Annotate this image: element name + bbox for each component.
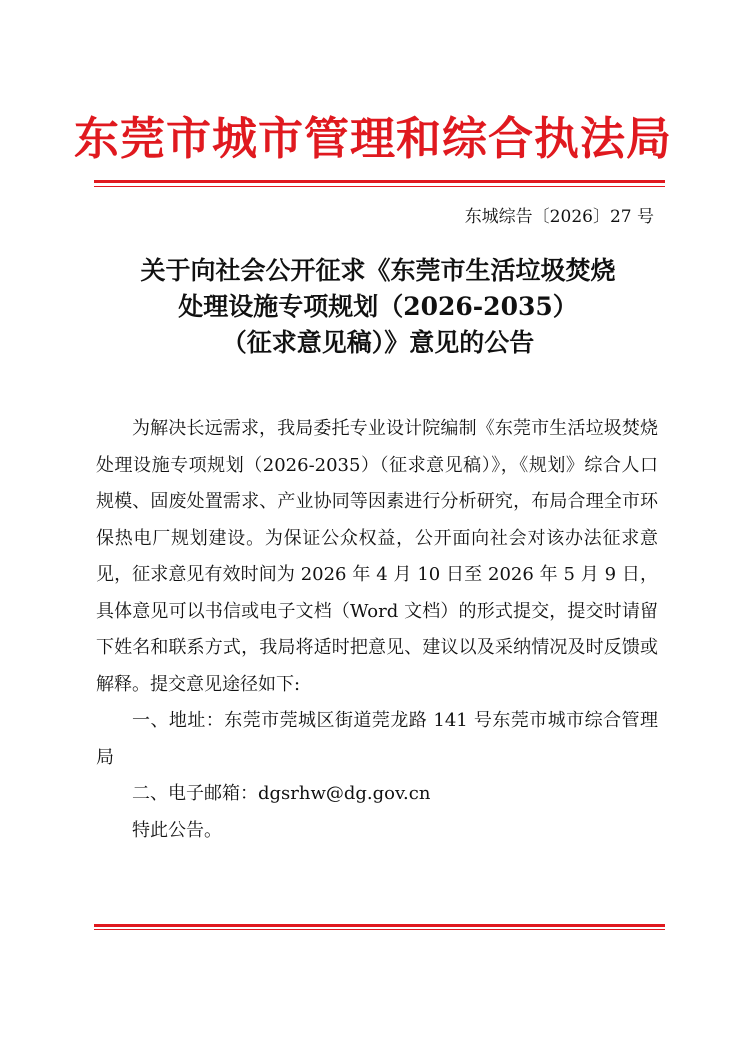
body-paragraph-main: 为解决长远需求，我局委托专业设计院编制《东莞市生活垃圾焚烧处理设施专项规划（2026-2035）（征求意见稿）》，《规划》综合人口规模、固废处置需求、产业协同等因素进行分析研究，布局合理全市环保热电厂规划建设。为保证公众权益，公开面向社会对该办法征求意见，征求意见有效时间为 2026 年 4 月 10 日至 2026 年 5 月 9 日，具体意见可以书信或电子文档（Word 文档）的形式提交，提交时请留下姓名和联系方式，我局将适时把意见、建议以及采纳情况及时反馈或解释。提交意见途径如下: xyxy=(96,418,658,695)
header-divider-thin xyxy=(94,186,665,187)
document-number: 东城综告〔2026〕27 号 xyxy=(464,207,654,227)
document-body xyxy=(96,411,658,849)
document-title xyxy=(90,253,666,361)
footer-divider-thick xyxy=(94,924,665,927)
footer-divider-thin xyxy=(94,929,665,930)
document-title-line-1: 关于向社会公开征求《东莞市生活垃圾焚烧 xyxy=(140,256,616,285)
body-paragraph-address: 一、地址：东莞市莞城区街道莞龙路 141 号东莞市城市综合管理局 xyxy=(96,710,658,768)
document-title-line-2: 处理设施专项规划（2026-2035） xyxy=(178,292,578,321)
body-paragraph-closing: 特此公告。 xyxy=(132,819,222,841)
body-paragraph-email: 二、电子邮箱：dgsrhw@dg.gov.cn xyxy=(132,783,431,804)
header-divider-thick xyxy=(94,180,665,183)
document-title-line-3: （征求意见稿）》意见的公告 xyxy=(221,328,535,357)
organization-title: 东莞市城市管理和综合执法局 xyxy=(73,112,672,165)
